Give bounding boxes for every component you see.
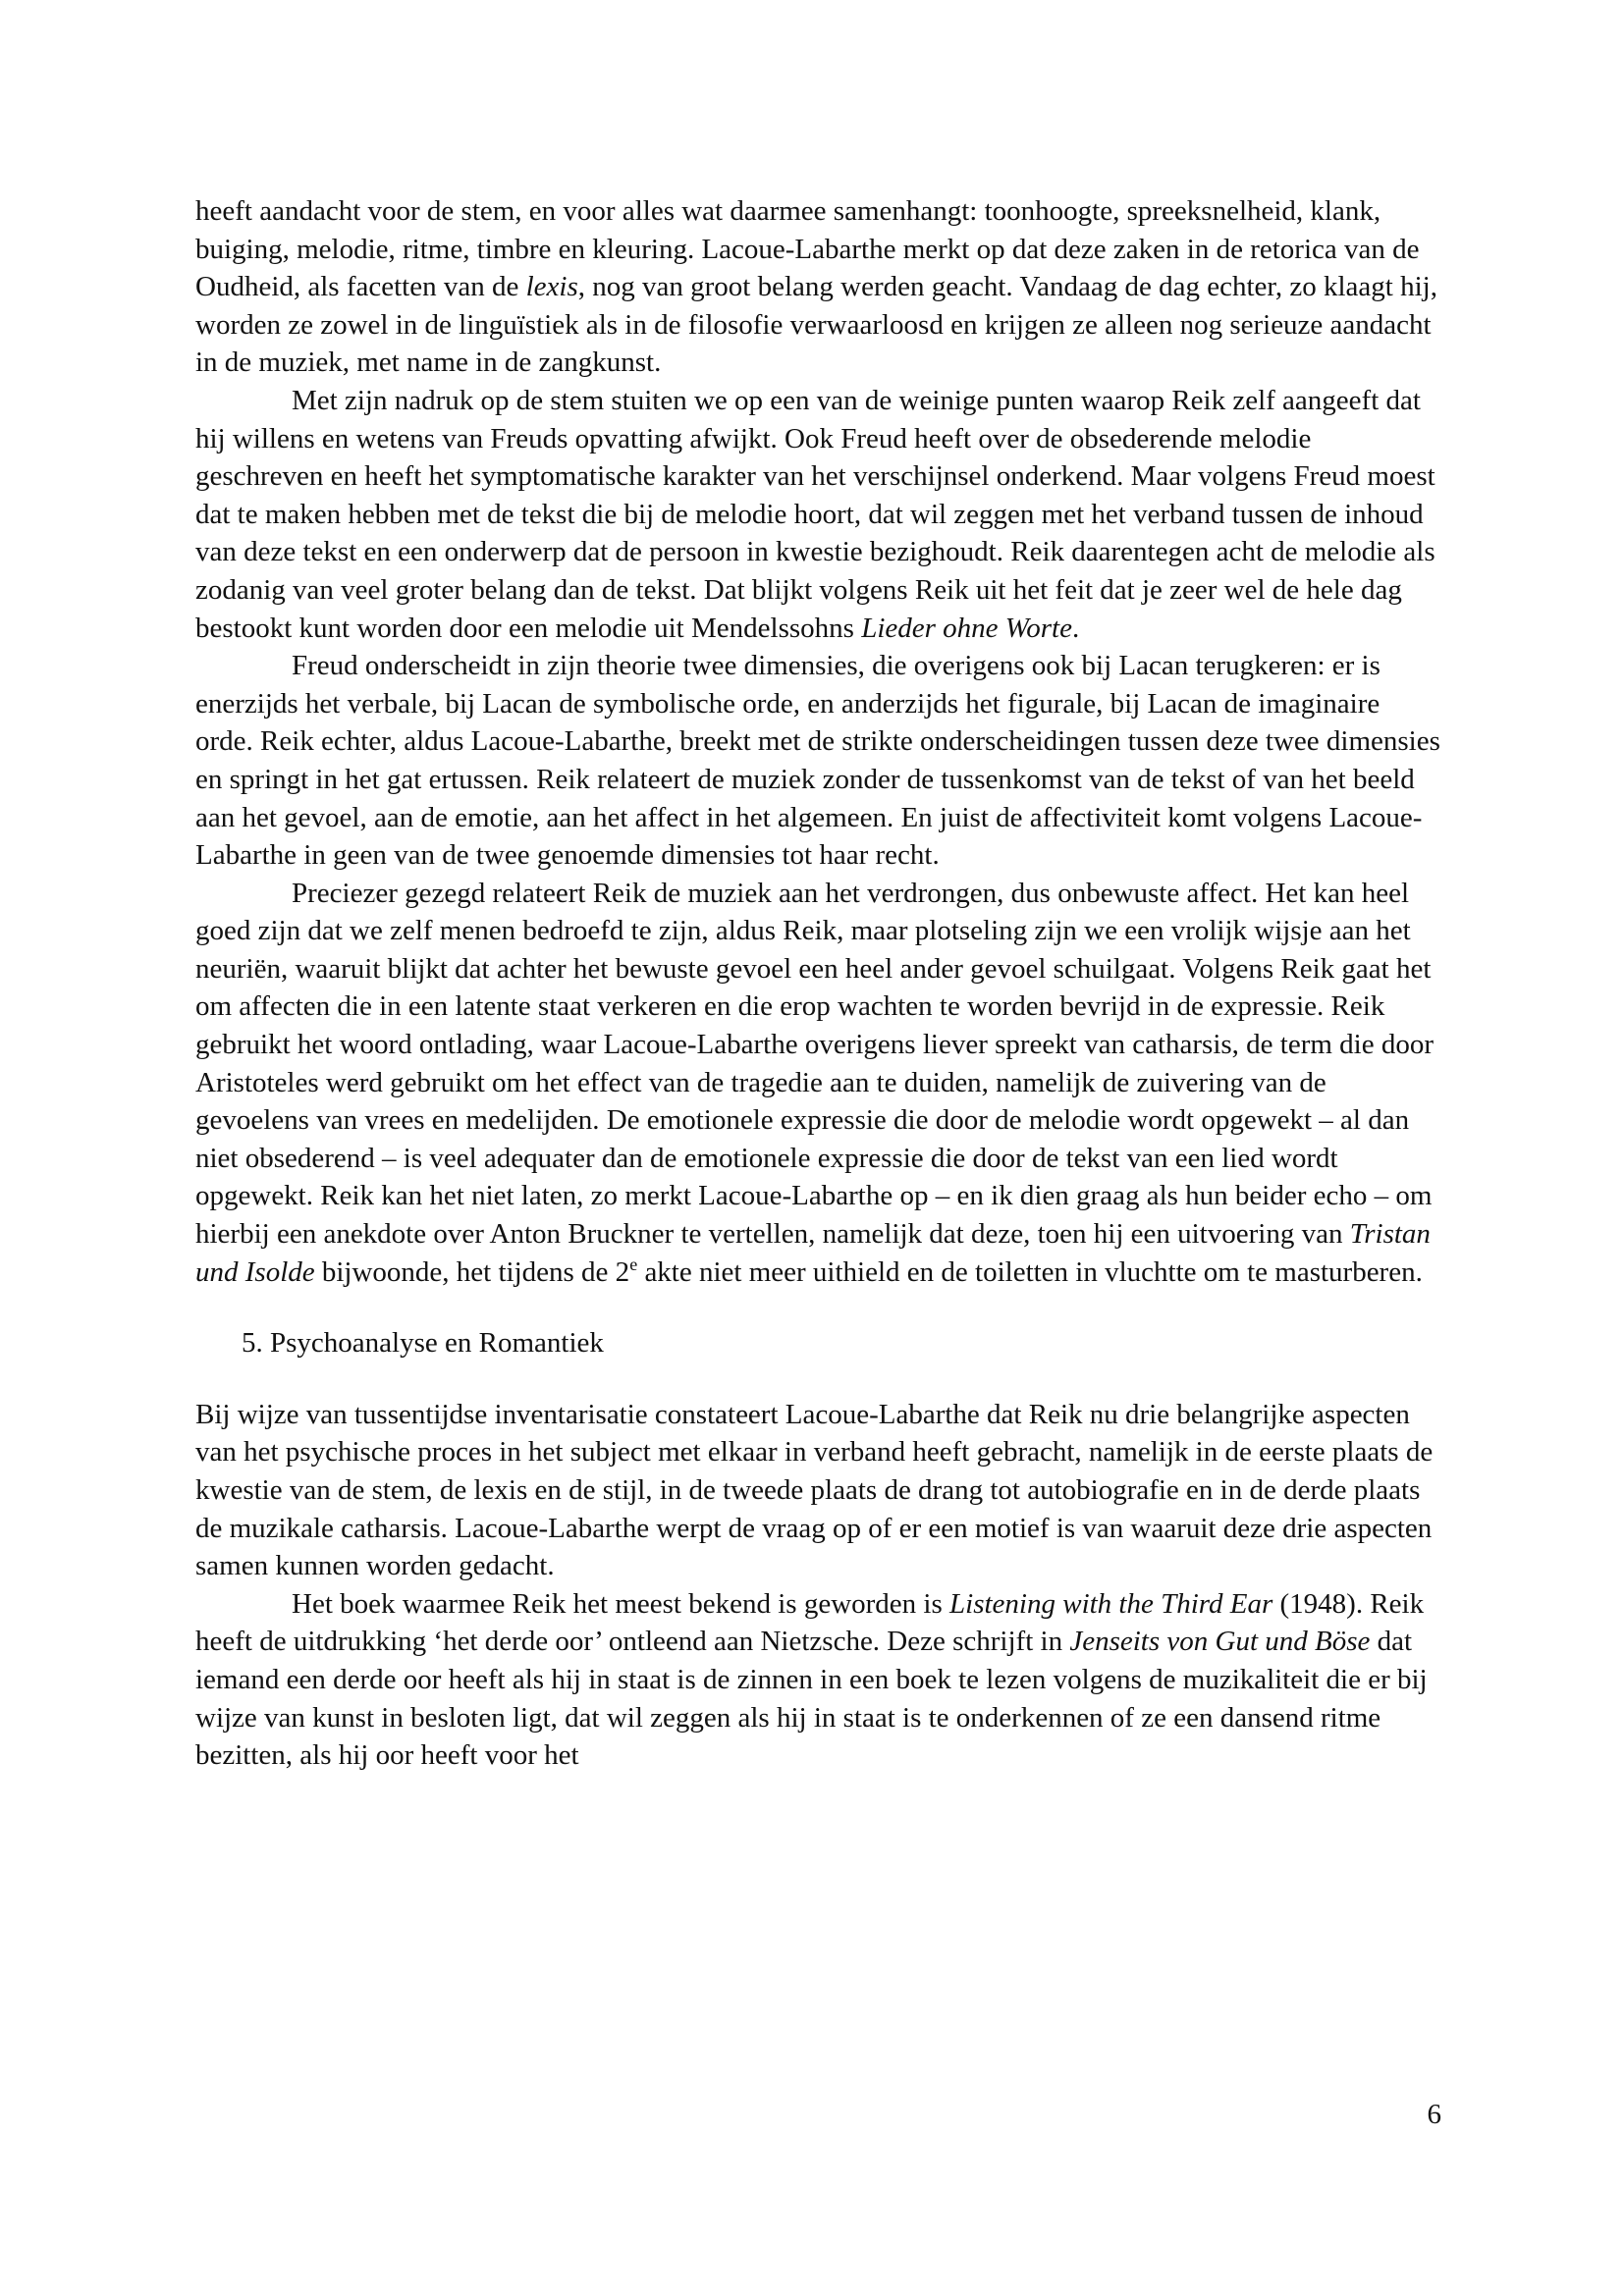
text-run: dat iemand een derde oor heeft als hij in staat is de zinnen in een boek te lezen volgens de muzikaliteit die er bij wijze van kunst in besloten ligt, dat wil zeggen als hij in staat is te onderkennen of ze een dansend ritme bezitten, als hij oor heeft voor het (195, 1626, 1428, 1772)
paragraph-p4 (195, 875, 1440, 1292)
italic-title: Listening with the Third Ear (949, 1587, 1273, 1620)
paragraph-p6 (195, 1585, 1440, 1775)
paragraph-p2 (195, 382, 1440, 647)
italic-title: Lieder ohne Worte (861, 612, 1072, 644)
page-number: 6 (1427, 2099, 1441, 2130)
italic-title: Tristan und Isolde (195, 1218, 1431, 1288)
text-run: bijwoonde, het tijdens de 2 (314, 1255, 630, 1288)
italic-title: Jenseits von Gut und Böse (1069, 1626, 1371, 1658)
text-run: Het boek waarmee Reik het meest bekend is geworden is (292, 1587, 950, 1620)
text-run: (1948). Reik heeft de uitdrukking ‘het derde oor’ ontleend aan Nietzsche. Deze schrijft in (195, 1587, 1425, 1658)
paragraph-p5 (195, 1396, 1440, 1585)
text-run: Met zijn nadruk op de stem stuiten we op een van de weinige punten waarop Reik zelf aangeeft dat hij willens en wetens van Freuds opvatting afwijkt. Ook Freud heeft over de obsederende melodie geschreven en heeft het symptomatische karakter van het verschijnsel onderkend. Maar volgens Freud moest dat te maken hebben met de tekst die bij de melodie hoort, dat wil zeggen met het verband tussen de inhoud van deze tekst en een onderwerp dat de persoon in kwestie bezighoudt. Reik daarentegen acht de melodie als zodanig van veel groter belang dan de tekst. Dat blijkt volgens Reik uit het feit dat je zeer wel de hele dag bestookt kunt worden door een melodie uit Mendelssohns (195, 384, 1435, 644)
text-run: heeft aandacht voor de stem, en voor alles wat daarmee samenhangt: toonhoogte, spreeksnelheid, klank, buiging, melodie, ritme, timbre en kleuring. Lacoue-Labarthe merkt op dat deze zaken in de retorica van de Oudheid, als facetten van de (195, 195, 1420, 303)
paragraphs-after-heading (195, 1396, 1440, 1775)
text-run: Bij wijze van tussentijdse inventarisatie constateert Lacoue-Labarthe dat Reik nu drie belangrijke aspecten van het psychische proces in het subject met elkaar in verband heeft gebracht, namelijk in de eerste plaats de kwestie van de stem, de lexis en de stijl, in de tweede plaats de drang tot autobiografie en in de derde plaats de muzikale catharsis. Lacoue-Labarthe werpt de vraag op of er een motief is van waaruit deze drie aspecten samen kunnen worden gedacht. (195, 1398, 1434, 1582)
paragraphs-before-heading (195, 192, 1440, 1291)
superscript: e (629, 1254, 638, 1274)
text-run: Preciezer gezegd relateert Reik de muziek aan het verdrongen, dus onbewuste affect. Het kan heel goed zijn dat we zelf menen bedroefd te zijn, aldus Reik, maar plotseling zijn we een vrolijk wijsje aan het neuriën, waaruit blijkt dat achter het bewuste gevoel een heel ander gevoel schuilgaat. Volgens Reik gaat het om affecten die in een latente staat verkeren en die erop wachten te worden bevrijd in de expressie. Reik gebruikt het woord ontlading, waar Lacoue-Labarthe overigens liever spreekt van catharsis, de term die door Aristoteles werd gebruikt om het effect van de tragedie aan te duiden, namelijk de zuivering van de gevoelens van vrees en medelijden. De emotionele expressie die door de melodie wordt opgewekt – al dan niet obsederend – is veel adequater dan de emotionele expressie die door de tekst van een lied wordt opgewekt. Reik kan het niet laten, zo merkt Lacoue-Labarthe op – en ik dien graag als hun beider echo – om hierbij een anekdote over Anton Bruckner te vertellen, namelijk dat deze, toen hij een uitvoering van (195, 877, 1435, 1251)
paragraph-p3 (195, 647, 1440, 875)
paragraph-p1 (195, 192, 1440, 382)
italic-title: lexis (525, 271, 578, 303)
text-run: Freud onderscheidt in zijn theorie twee dimensies, die overigens ook bij Lacan terugkeren: er is enerzijds het verbale, bij Lacan de symbolische orde, en anderzijds het figurale, bij Lacan de imaginaire orde. Reik echter, aldus Lacoue-Labarthe, breekt met de strikte onderscheidingen tussen deze twee dimensies en springt in het gat ertussen. Reik relateert de muziek zonder de tussenkomst van de tekst of van het beeld aan het gevoel, aan de emotie, aan het affect in het algemeen. En juist de affectiviteit komt volgens Lacoue-Labarthe in geen van de twee genoemde dimensies tot haar recht. (195, 650, 1440, 872)
body-text (195, 192, 1440, 1775)
text-run: , nog van groot belang werden geacht. Vandaag de dag echter, zo klaagt hij, worden ze zowel in de linguïstiek als in de filosofie verwaarloosd en krijgen ze alleen nog serieuze aandacht in de muziek, met name in de zangkunst. (195, 271, 1437, 379)
text-run: akte niet meer uithield en de toiletten in vluchtte om te masturberen. (637, 1255, 1423, 1288)
section-heading: 5. Psychoanalyse en Romantiek (242, 1327, 604, 1360)
text-run: . (1071, 612, 1080, 644)
